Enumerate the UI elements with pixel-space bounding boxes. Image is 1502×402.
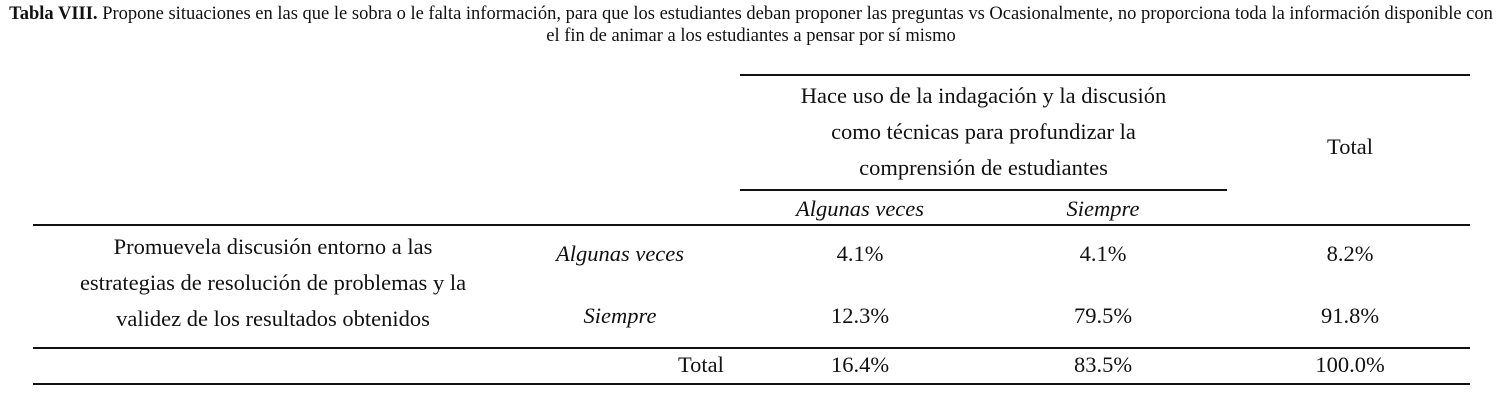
column-group-line: comprensión de estudiantes [859,155,1108,180]
row-group-line: Promuevela discusión entorno a las [113,234,433,259]
column-group-line: Hace uso de la indagación y la discusión [800,83,1167,108]
table-cell: 4.1% [1079,241,1127,266]
subheader-siempre: Siempre [1066,196,1140,221]
row-group-line: estrategias de resolución de problemas y la [79,270,467,295]
caption-lead: Tabla VIII. [9,4,98,24]
total-row-label: Total [678,352,724,377]
total-column-header: Total [1327,134,1373,159]
top-rule [740,74,1470,76]
table-cell: 83.5% [1073,352,1133,377]
table-bottom-rule [33,383,1470,385]
column-group-line: como técnicas para profundizar la [831,119,1136,144]
row-label-algunas-veces: Algunas veces [555,241,685,266]
table-cell: 79.5% [1073,303,1133,328]
caption-text: Propone situaciones en las que le sobra o le falta información, para que los estudiantes deban proponer las preguntas vs Ocasionalmente, no proporciona toda la información disponible con el fin de animar a los estudiantes a pensar por sí mismo [102,4,1493,46]
subheader-algunas-veces: Algunas veces [795,196,925,221]
table-caption [4,3,1498,47]
table-cell: 12.3% [830,303,890,328]
table-cell: 91.8% [1320,303,1380,328]
row-group-label [33,229,513,337]
table-cell: 100.0% [1315,352,1385,377]
table-cell: 8.2% [1326,241,1374,266]
row-group-line: validez de los resultados obtenidos [116,306,430,331]
column-group-header [740,78,1227,186]
table-cell: 16.4% [830,352,890,377]
row-label-siempre: Siempre [583,303,657,328]
table-cell: 4.1% [836,241,884,266]
